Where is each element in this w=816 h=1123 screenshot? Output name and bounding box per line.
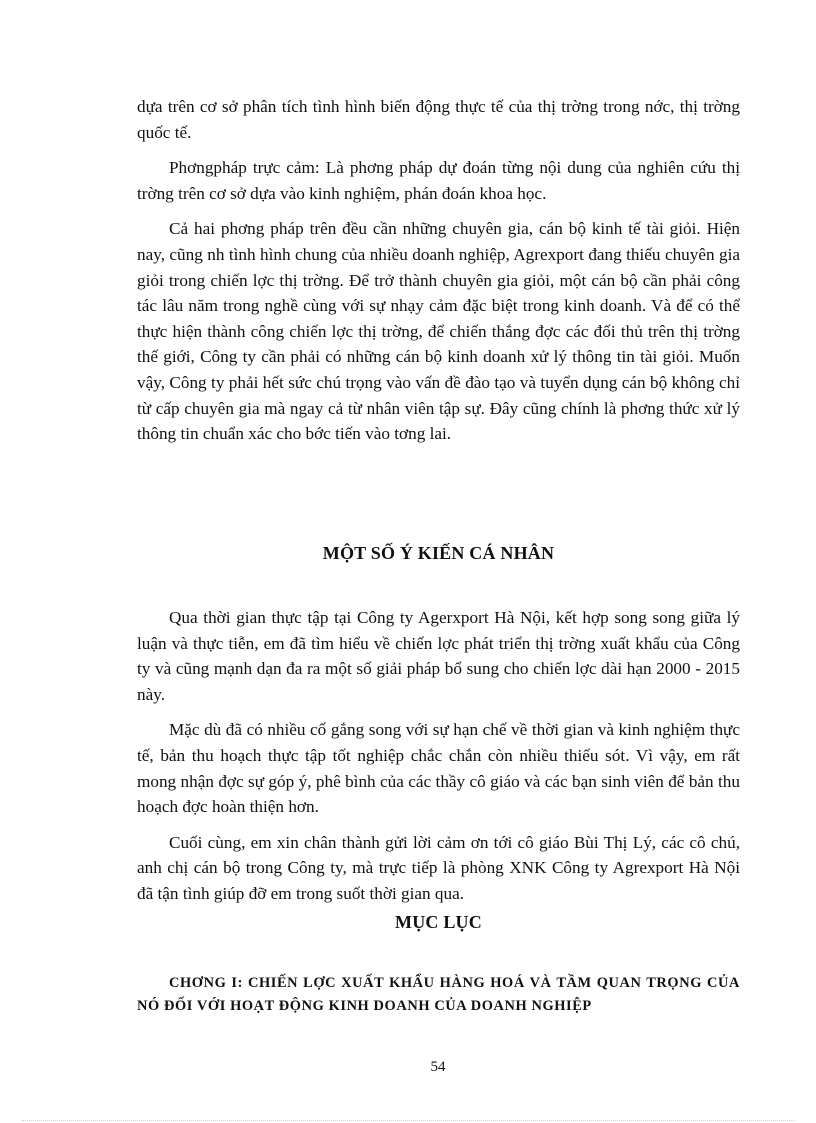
chapter-one-title: CHƠNG I: CHIẾN LỢC XUẤT KHẨU HÀNG HOÁ VÀ TẦM QUAN TRỌNG CỦA NÓ ĐỐI VỚI HOẠT ĐỘNG KINH DOANH CỦA DOANH NGHIỆP [137, 975, 740, 1014]
paragraph-internship: Qua thời gian thực tập tại Công ty Agerxport Hà Nội, kết hợp song song giữa lý luận và thực tiễn, em đã tìm hiểu về chiến lợc phát triển thị trờng xuất khẩu của Công ty và cũng mạnh dạn đa ra một số giải pháp bổ sung cho chiến lợc dài hạn 2000 - 2015 này. [137, 608, 740, 704]
paragraph-limitations: Mặc dù đã có nhiều cố gắng song với sự hạn chế về thời gian và kinh nghiệm thực tế, bản thu hoạch thực tập tốt nghiệp chắc chắn còn nhiều thiếu sót. Vì vậy, em rất mong nhận đợc sự góp ý, phê bình của các thầy cô giáo và các bạn sinh viên để bản thu hoạch đợc hoàn thiện hơn. [137, 720, 740, 817]
body-section-top [137, 94, 740, 457]
table-of-contents-heading-wrapper [137, 912, 740, 933]
personal-opinions-heading-wrapper [137, 543, 740, 564]
table-of-contents-heading: MỤC LỤC [395, 912, 482, 932]
paragraph-market-analysis: dựa trên cơ sở phân tích tình hình biến động thực tế của thị trờng trong nớc, thị trờng quốc tế. [137, 97, 740, 142]
page-bottom-divider [22, 1120, 794, 1121]
paragraph-experts-needed: Cả hai phơng pháp trên đều cần những chuyên gia, cán bộ kinh tế tài giỏi. Hiện nay, cũng nh tình hình chung của nhiều doanh nghiệp, Agrexport đang thiếu chuyên gia giỏi trong chiến lợc thị trờng. Để trở thành chuyên gia giỏi, một cán bộ cần phải công tác lâu năm trong nghề cùng với sự nhạy cảm đặc biệt trong kinh doanh. Và để có thể thực hiện thành công chiến lợc thị trờng, để chiến thắng đợc các đối thủ trên thị trờng thế giới, Công ty cần phải có những cán bộ kinh doanh xử lý thông tin tài giỏi. Muốn vậy, Công ty phải hết sức chú trọng vào vấn đề đào tạo và tuyển dụng cán bộ không chỉ từ cấp chuyên gia mà ngay cả từ nhân viên tập sự. Đây cũng chính là phơng thức xử lý thông tin chuẩn xác cho bớc tiến vào tơng lai. [137, 219, 740, 444]
body-section-personal [137, 605, 740, 917]
page-number: 54 [430, 1059, 446, 1075]
personal-opinions-heading: MỘT SỐ Ý KIẾN CÁ NHÂN [322, 543, 555, 563]
paragraph-thanks: Cuối cùng, em xin chân thành gửi lời cảm ơn tới cô giáo Bùi Thị Lý, các cô chú, anh chị cán bộ trong Công ty, mà trực tiếp là phòng XNK Công ty Agrexport Hà Nội đã tận tình giúp đỡ em trong suốt thời gian qua. [137, 832, 740, 903]
paragraph-intuitive-method: Phơngpháp trực cảm: Là phơng pháp dự đoán từng nội dung của nghiên cứu thị trờng trên cơ sở dựa vào kinh nghiệm, phán đoán khoa học. [137, 158, 740, 203]
